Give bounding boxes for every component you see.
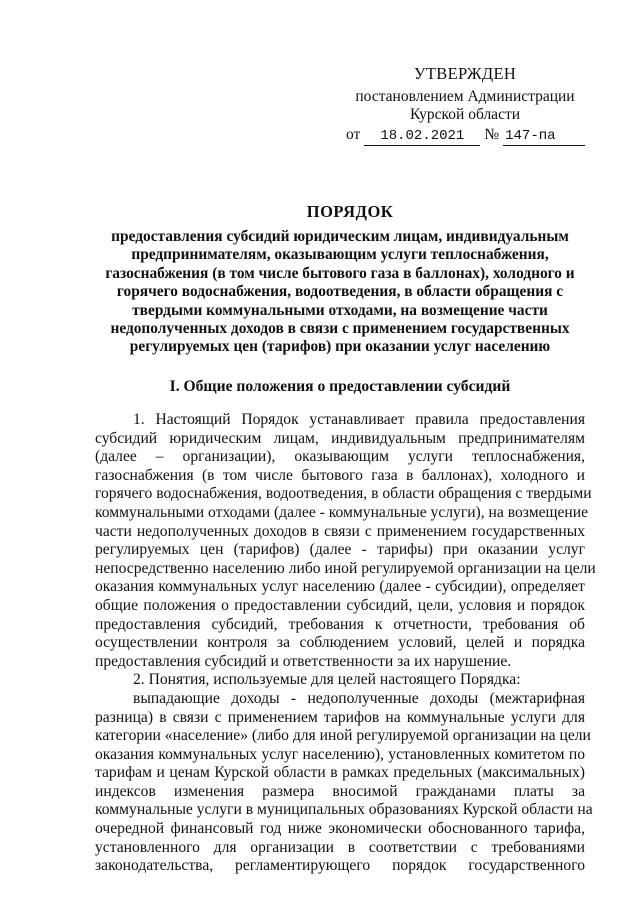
title-line: регулируемых цен (тарифов) при оказании услуг населению bbox=[129, 338, 551, 356]
title-subtitle bbox=[95, 228, 585, 357]
title-line: предпринимателям, оказывающим услуги теплоснабжения, bbox=[131, 246, 549, 264]
body-line: коммунальными отходами (далее - коммунальные услуги), на возмещение bbox=[95, 503, 589, 521]
body-line: категории «население» (либо для иной регулируемой организации на цели bbox=[95, 727, 591, 745]
approval-stamp bbox=[340, 64, 590, 146]
body-line: газоснабжения (в том числе бытового газа в баллонах), холодного и bbox=[95, 466, 585, 484]
approval-line-2: Курской области bbox=[409, 106, 521, 123]
body-line: коммунальные услуги в муниципальных образованиях Курской области на bbox=[95, 801, 593, 819]
body-line: общие положения о предоставлении субсидий, цели, условия и порядок bbox=[95, 596, 585, 614]
body-line: индексов изменения размера вносимой гражданами платы за bbox=[95, 782, 585, 800]
body-line: оказания коммунальных услуг населению), установленных комитетом по bbox=[95, 745, 585, 763]
from-label: от bbox=[346, 126, 361, 143]
document-title bbox=[95, 202, 585, 357]
body-line: оказания коммунальных услуг населению (далее - субсидии), определяет bbox=[95, 578, 585, 596]
body-line: очередной финансовый год ниже экономически обоснованного тарифа, bbox=[95, 820, 585, 838]
body-line: части недополученных доходов в связи с применением государственных bbox=[95, 522, 585, 540]
title-line: газоснабжения (в том числе бытового газа в баллонах), холодного и bbox=[105, 264, 575, 282]
title-line: предоставления субсидий юридическим лицам, индивидуальным bbox=[111, 228, 569, 245]
approval-date: 18.02.2021 bbox=[364, 127, 480, 146]
section-heading: I. Общие положения о предоставлении субсидий bbox=[169, 378, 511, 395]
approval-number: 147-па bbox=[503, 127, 585, 146]
title-line: недополученных доходов в связи с применением государственных bbox=[110, 320, 570, 338]
body-line: предоставления субсидий и ответственности за их нарушение. bbox=[95, 652, 512, 670]
body-line: 1. Настоящий Порядок устанавливает правила предоставления bbox=[133, 411, 585, 428]
body-line: предоставления субсидий, требования к отчетности, требования об bbox=[95, 615, 585, 633]
body-line: непосредственно населению либо иной регулируемой организации на цели bbox=[95, 559, 596, 577]
approval-line-1: постановлением Администрации bbox=[355, 88, 575, 105]
body-line: осуществлении контроля за соблюдением условий, целей и порядка bbox=[95, 634, 585, 652]
number-label: № bbox=[484, 126, 500, 143]
body-line: 2. Понятия, используемые для целей настоящего Порядка: bbox=[133, 671, 521, 689]
body-line: разница) в связи с применением тарифов на коммунальные услуги для bbox=[95, 708, 585, 726]
title-main: ПОРЯДОК bbox=[306, 202, 394, 221]
title-line: горячего водоснабжения, водоотведения, в области обращения с bbox=[116, 283, 564, 301]
body-line: регулируемых цен (тарифов) (далее - тарифы) при оказании услуг bbox=[95, 541, 585, 559]
body-line: горячего водоснабжения, водоотведения, в области обращения с твердыми bbox=[95, 485, 592, 503]
body-line: законодательства, регламентирующего порядок государственного bbox=[95, 857, 585, 875]
body-line: (далее – организации), оказывающим услуги теплоснабжения, bbox=[95, 448, 585, 466]
body-line: субсидий юридическим лицам, индивидуальным предпринимателям bbox=[95, 429, 585, 447]
title-line: твердыми коммунальными отходами, на возмещение части bbox=[132, 301, 548, 319]
body-line: выпадающие доходы - недополученные доходы (межтарифная bbox=[133, 689, 585, 707]
body-line: тарифам и ценам Курской области в рамках предельных (максимальных) bbox=[95, 764, 585, 782]
approval-reference bbox=[346, 126, 590, 146]
body-text bbox=[95, 411, 596, 876]
approval-heading: УТВЕРЖДЕН bbox=[413, 64, 517, 83]
body-line: установленного для организации в соответствии с требованиями bbox=[95, 838, 585, 856]
